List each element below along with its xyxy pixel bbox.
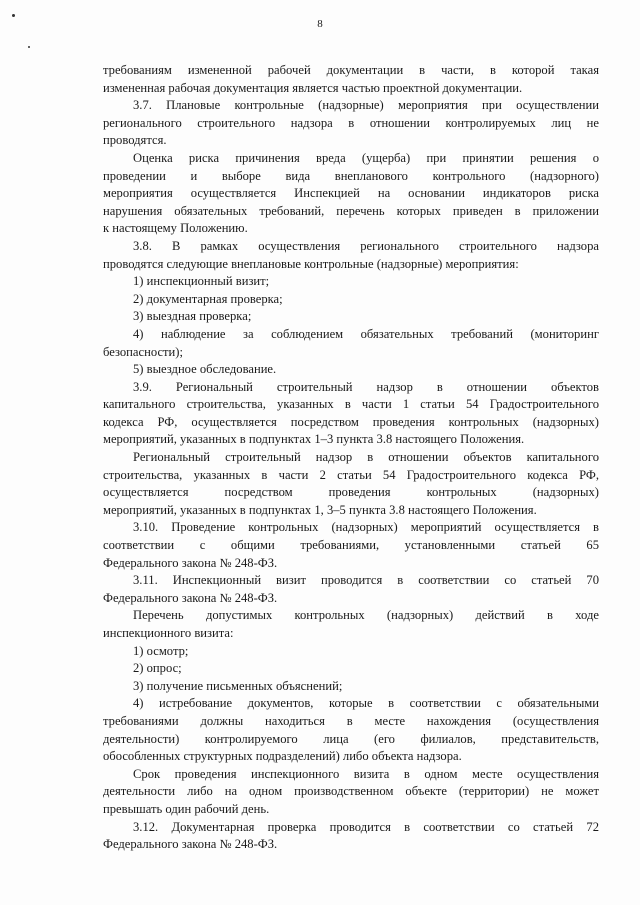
text-line: Перечень допустимых контрольных (надзорных) действий в ходе (133, 608, 599, 623)
text-line: Оценка риска причинения вреда (ущерба) при принятии решения о (133, 150, 599, 165)
scan-speck-2 (28, 46, 30, 48)
text-line: 2) документарная проверка; (133, 291, 283, 306)
text-line: осуществляется посредством проведения контрольных (надзорных) (103, 485, 599, 500)
text-line: деятельности) контролируемого лица (его филиалов, представительств, (103, 731, 599, 746)
text-line: 3) выездная проверка; (133, 309, 252, 324)
text-line: 1) инспекционный визит; (133, 274, 270, 289)
text-line: проводятся следующие внеплановые контрольные (надзорные) мероприятия: (103, 256, 519, 271)
text-line: мероприятий, указанных в подпунктах 1–3 пункта 3.8 настоящего Положения. (103, 432, 525, 447)
text-line: Срок проведения инспекционного визита в одном месте осуществления (133, 766, 599, 781)
text-line: мероприятия осуществляется Инспекцией на основании индикаторов риска (103, 186, 599, 201)
text-line: 5) выездное обследование. (133, 362, 277, 377)
text-line: Федерального закона № 248-ФЗ. (103, 555, 278, 570)
text-line: Федерального закона № 248-ФЗ. (103, 590, 278, 605)
text-line: Федерального закона № 248-ФЗ. (103, 837, 278, 852)
text-line: нарушения обязательных требований, перечень которых приведен в приложении (103, 203, 599, 218)
document-body (103, 62, 599, 854)
text-line: превышать один рабочий день. (103, 801, 270, 816)
text-line: мероприятий, указанных в подпунктах 1, 3–5 пункта 3.8 настоящего Положения. (103, 502, 537, 517)
text-line: 2) опрос; (133, 661, 182, 676)
text-line: 3.7. Плановые контрольные (надзорные) мероприятия при осуществлении (133, 98, 599, 113)
text-line: 4) наблюдение за соблюдением обязательных требований (мониторинг (133, 326, 599, 341)
text-line: 4) истребование документов, которые в соответствии с обязательными (133, 696, 599, 711)
text-line: 3) получение письменных объяснений; (133, 678, 343, 693)
text-line: строительства, указанных в части 2 статьи 54 Градостроительного кодекса РФ, (103, 467, 599, 482)
text-line: 3.10. Проведение контрольных (надзорных) мероприятий осуществляется в (133, 520, 599, 535)
text-line: проводятся. (103, 133, 167, 148)
text-line: 3.12. Документарная проверка проводится в соответствии со статьей 72 (133, 819, 599, 834)
text-line: капитального строительства, указанных в части 1 статьи 54 Градостроительного (103, 397, 599, 412)
text-line: инспекционного визита: (103, 626, 234, 640)
page-number: 8 (317, 18, 323, 30)
text-line: измененная рабочая документация является частью проектной документации. (103, 80, 523, 95)
text-line: проведении и выборе вида внепланового контрольного (надзорного) (103, 168, 599, 183)
text-line: Региональный строительный надзор в отношении объектов капитального (133, 450, 599, 465)
text-line: безопасности); (103, 344, 183, 359)
text-line: регионального строительного надзора в отношении контролируемых лиц не (103, 115, 599, 130)
text-line: к настоящему Положению. (103, 221, 248, 236)
text-line: 1) осмотр; (133, 643, 189, 658)
text-line: обособленных структурных подразделений) либо объекта надзора. (103, 749, 462, 764)
scan-speck-1 (12, 14, 15, 17)
text-line: требованиями должны находиться в месте нахождения (осуществления (103, 713, 599, 728)
text-line: соответствии с общими требованиями, установленными статьей 65 (103, 538, 599, 553)
text-line: требованиям измененной рабочей документации в части, в которой такая (103, 63, 599, 77)
text-line: 3.9. Региональный строительный надзор в отношении объектов (133, 379, 599, 394)
text-line: 3.11. Инспекционный визит проводится в соответствии со статьей 70 (133, 573, 599, 588)
text-line: 3.8. В рамках осуществления регионального строительного надзора (133, 238, 599, 253)
text-line: деятельности либо на одном производственном объекте (территории) не может (103, 784, 599, 799)
text-line: кодекса РФ, осуществляется посредством проведения контрольных (надзорных) (103, 414, 599, 429)
